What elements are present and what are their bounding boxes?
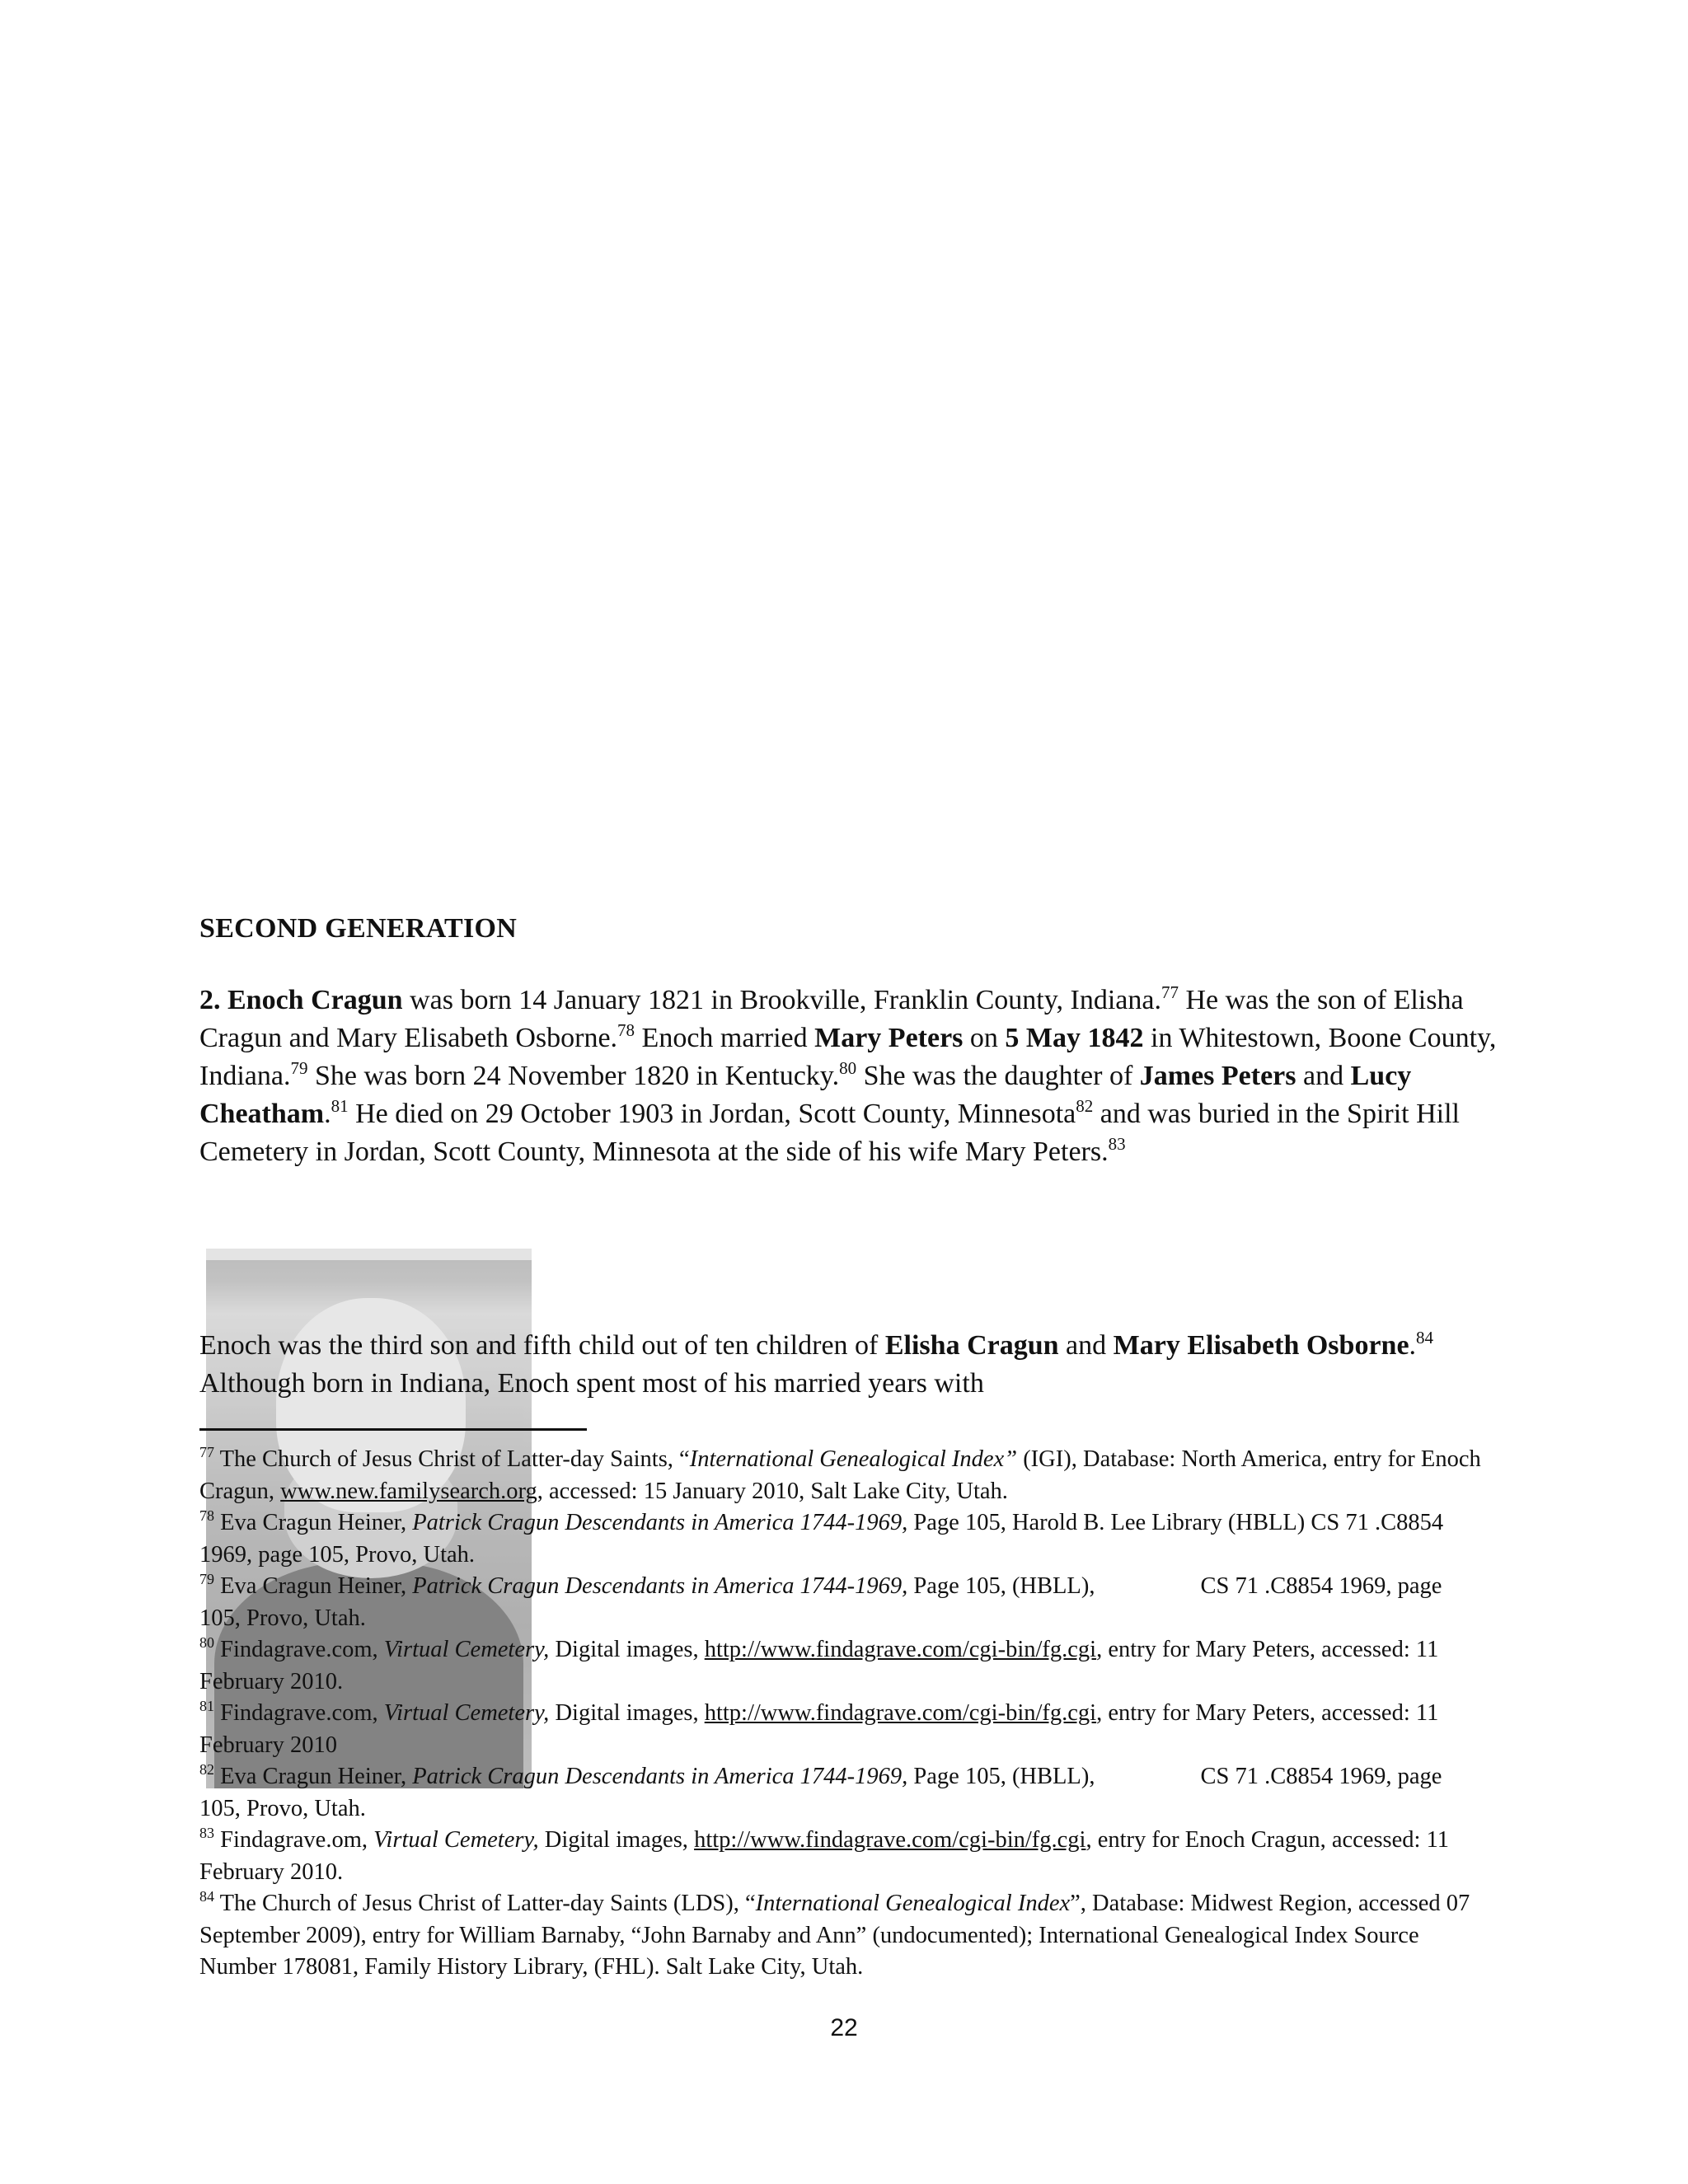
footnote-ref[interactable]: 79: [290, 1058, 308, 1078]
section-heading: SECOND GENERATION: [199, 913, 518, 944]
entry-number: 2.: [199, 985, 221, 1015]
text: Enoch married: [635, 1023, 815, 1053]
text: .: [1409, 1330, 1417, 1361]
footnote-84: [199, 1888, 1485, 1984]
footnotes: [199, 1444, 1485, 1984]
italic-text: Virtual Cemetery,: [383, 1637, 550, 1662]
footnote-79: [199, 1571, 1485, 1634]
footnote-78: [199, 1507, 1485, 1571]
text: Digital images,: [549, 1700, 705, 1726]
text: The Church of Jesus Christ of Latter-day Saints (LDS), “: [214, 1891, 756, 1916]
text: , entry for Mary Peters, accessed: 11 February 2010: [199, 1700, 1439, 1758]
footnote-82: [199, 1761, 1485, 1825]
text: , entry for Mary Peters, accessed: 11 February 2010.: [199, 1637, 1439, 1694]
mother-name: Lucy Cheatham: [199, 1061, 1412, 1129]
footnote-number: 81: [199, 1698, 214, 1714]
biography-paragraph: [199, 982, 1518, 1171]
text: Digital images,: [538, 1827, 695, 1853]
footnote-77: [199, 1444, 1485, 1507]
footnote-ref[interactable]: 77: [1160, 982, 1179, 1002]
spouse-name: Mary Peters: [814, 1023, 964, 1053]
text: Although born in Indiana, Enoch spent most of his married years with: [199, 1368, 984, 1399]
italic-text: Patrick Cragun Descendants in America 1744-1969,: [412, 1510, 908, 1535]
page-number: 22: [830, 2014, 858, 2041]
text: He died on 29 October 1903 in Jordan, Scott County, Minnesota: [348, 1099, 1076, 1129]
footnote-81: [199, 1698, 1485, 1761]
text: Page 105, Harold B. Lee Library (HBLL) CS 71 .C8854 1969, page 105, Provo, Utah.: [199, 1510, 1444, 1568]
italic-text: Patrick Cragun Descendants in America 1744-1969,: [412, 1764, 908, 1789]
father-name: James Peters: [1139, 1061, 1296, 1091]
footnote-number: 82: [199, 1761, 214, 1778]
footnote-number: 84: [199, 1888, 214, 1905]
findagrave-link[interactable]: http://www.findagrave.com/cgi-bin/fg.cgi: [704, 1637, 1097, 1662]
footnote-separator: [199, 1428, 587, 1431]
text: Enoch was the third son and fifth child out of ten children of: [199, 1330, 885, 1361]
text: .: [324, 1099, 331, 1129]
text: CS 71 .C8854 1969, page 105, Provo, Utah.: [199, 1573, 1442, 1631]
family-paragraph: [199, 1327, 1518, 1403]
mother-name: Mary Elisabeth Osborne: [1113, 1330, 1409, 1361]
footnote-80: [199, 1634, 1485, 1698]
footnote-number: 83: [199, 1825, 214, 1841]
footnote-ref[interactable]: 83: [1108, 1134, 1126, 1154]
text: , entry for Enoch Cragun, accessed: 11 February 2010.: [199, 1827, 1450, 1885]
text: Findagrave.om,: [214, 1827, 374, 1853]
text: Eva Cragun Heiner,: [214, 1510, 413, 1535]
text: and was buried in the Spirit Hill Cemetery in Jordan, Scott County, Minnesota at the side of his wife Mary Peters.: [199, 1099, 1461, 1167]
text: (IGI), Database: North America, entry for Enoch Cragun,: [199, 1446, 1481, 1504]
text: in Whitestown, Boone County, Indiana.: [199, 1023, 1497, 1091]
text: Page 105, (HBLL),: [907, 1573, 1095, 1599]
footnote-number: 80: [199, 1634, 214, 1651]
findagrave-link[interactable]: http://www.findagrave.com/cgi-bin/fg.cgi: [694, 1827, 1086, 1853]
photo-frame: [206, 1249, 532, 1260]
text: and: [1058, 1330, 1114, 1361]
italic-text: International Genealogical Index: [755, 1891, 1071, 1916]
text: ”, Database: Midwest Region, accessed 07 September 2009), entry for William Barnaby, “John Barnaby and Ann” (undocumented); International Genealogical Index Source Number 178081, Family History Library, (FHL). Salt Lake City, Utah.: [199, 1891, 1470, 1980]
italic-text: Patrick Cragun Descendants in America 1744-1969,: [412, 1573, 908, 1599]
footnote-ref[interactable]: 82: [1076, 1096, 1094, 1116]
italic-text: Virtual Cemetery,: [373, 1827, 539, 1853]
text: She was the daughter of: [856, 1061, 1140, 1091]
findagrave-link[interactable]: http://www.findagrave.com/cgi-bin/fg.cgi: [704, 1700, 1097, 1726]
text: was born 14 January 1821 in Brookville, Franklin County, Indiana.: [402, 985, 1161, 1015]
footnote-number: 78: [199, 1507, 214, 1524]
text: She was born 24 November 1820 in Kentucky.: [307, 1061, 840, 1091]
footnote-83: [199, 1825, 1485, 1888]
footnote-number: 79: [199, 1571, 214, 1587]
text: Findagrave.com,: [214, 1637, 384, 1662]
text: He was the son of Elisha Cragun and Mary Elisabeth Osborne.: [199, 985, 1464, 1053]
text: The Church of Jesus Christ of Latter-day Saints, “: [214, 1446, 690, 1472]
footnote-ref[interactable]: 84: [1416, 1328, 1434, 1347]
text: Eva Cragun Heiner,: [214, 1573, 413, 1599]
footnote-ref[interactable]: 81: [331, 1096, 349, 1116]
footnote-number: 77: [199, 1444, 214, 1460]
text: CS 71 .C8854 1969, page 105, Provo, Utah.: [199, 1764, 1442, 1821]
text: , accessed: 15 January 2010, Salt Lake City, Utah.: [537, 1478, 1008, 1504]
person-name: Enoch Cragun: [227, 985, 403, 1015]
text: Eva Cragun Heiner,: [214, 1764, 413, 1789]
italic-text: International Genealogical Index”: [689, 1446, 1018, 1472]
wedding-date: 5 May 1842: [1005, 1023, 1144, 1053]
footnote-ref[interactable]: 80: [839, 1058, 857, 1078]
text: Digital images,: [549, 1637, 705, 1662]
text: and: [1296, 1061, 1351, 1091]
familysearch-link[interactable]: www.new.familysearch.org: [280, 1478, 537, 1504]
italic-text: Virtual Cemetery,: [383, 1700, 550, 1726]
father-name: Elisha Cragun: [884, 1330, 1059, 1361]
text: Page 105, (HBLL),: [907, 1764, 1095, 1789]
text: on: [963, 1023, 1006, 1053]
text: Findagrave.com,: [214, 1700, 384, 1726]
footnote-ref[interactable]: 78: [617, 1020, 635, 1040]
